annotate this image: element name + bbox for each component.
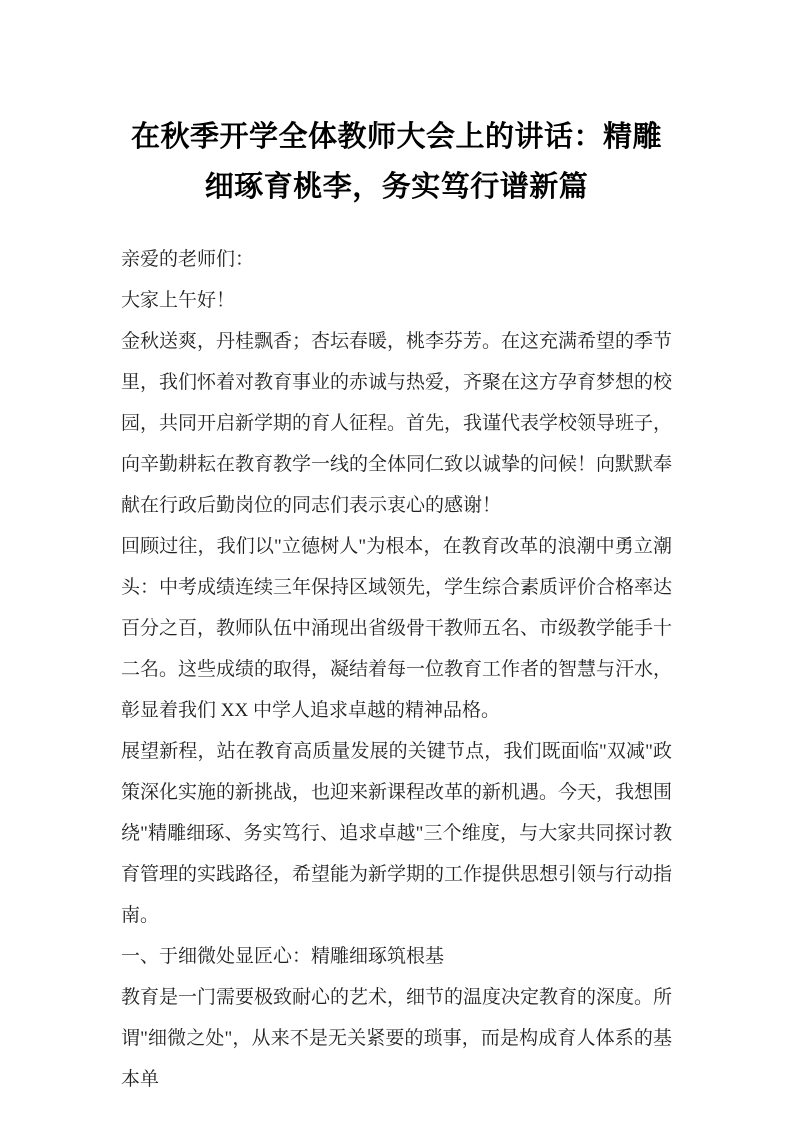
greeting-line: 大家上午好！ [121,290,236,311]
paragraph-opening: 金秋送爽，丹桂飘香；杏坛春暖，桃李芬芳。在这充满希望的季节里，我们怀着对教育事业的赤诚与热爱，齐聚在这方孕育梦想的校园，共同开启新学期的育人征程。首先，我谨代表学校领导班子，向辛勤耕耘在教育教学一线的全体同仁致以诚挚的问候！向默默奉献在行政后勤岗位的同志们表示衷心的感谢！ [121,331,673,516]
paragraph-section-one-body: 教育是一门需要极致耐心的艺术，细节的温度决定教育的深度。所谓"细微之处"，从来不是无关紧要的琐事，而是构成育人体系的基本单 [121,987,673,1090]
section-heading-one: 一、于细微处显匠心：精雕细琢筑根基 [121,946,445,967]
document-body [121,239,672,1100]
paragraph-outlook: 展望新程，站在教育高质量发展的关键节点，我们既面临"双减"政策深化实施的新挑战，也迎来新课程改革的新机遇。今天，我想围绕"精雕细琢、务实笃行、追求卓越"三个维度，与大家共同探讨教育管理的实践路径，希望能为新学期的工作提供思想引领与行动指南。 [121,741,673,926]
salutation-line: 亲爱的老师们： [121,249,255,270]
document-title: 在秋季开学全体教师大会上的讲话：精雕细琢育桃李，务实笃行谱新篇 [130,121,662,203]
paragraph-review: 回顾过往，我们以"立德树人"为根本，在教育改革的浪潮中勇立潮头：中考成绩连续三年保持区域领先，学生综合素质评价合格率达百分之百，教师队伍中涌现出省级骨干教师五名、市级教学能手十二名。这些成绩的取得，凝结着每一位教育工作者的智慧与汗水，彰显着我们 XX 中学人追求卓越的精神品格。 [121,536,673,721]
